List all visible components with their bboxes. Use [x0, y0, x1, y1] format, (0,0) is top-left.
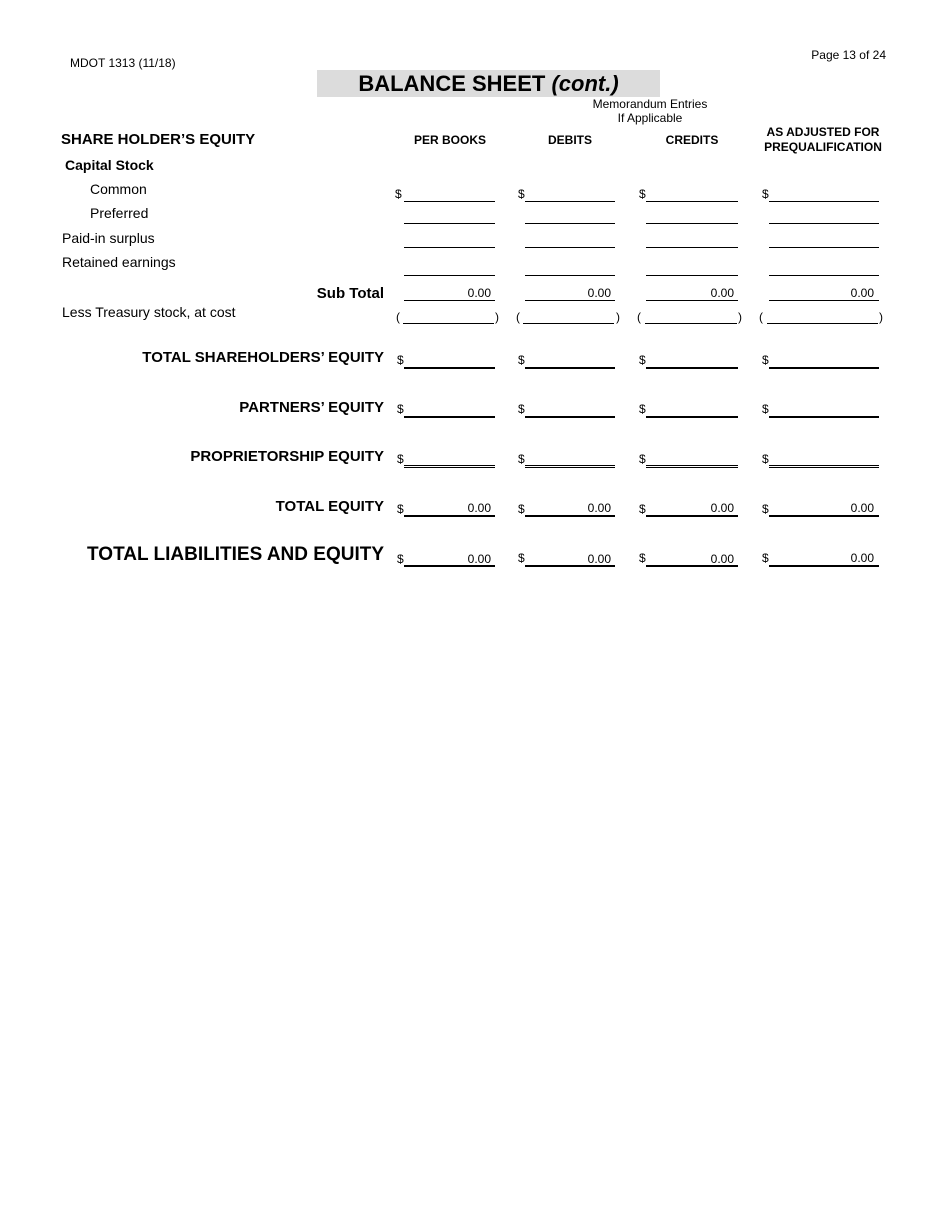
adjusted-line-2: PREQUALIFICATION: [764, 140, 882, 154]
open-paren: (: [637, 310, 641, 324]
retained-earnings-debits-field[interactable]: [525, 275, 615, 276]
partners-debits-field[interactable]: [525, 416, 615, 418]
dollar-sign: $: [518, 502, 525, 516]
total-equity-credits-value: 0.00: [710, 501, 734, 515]
total-equity-label: TOTAL EQUITY: [275, 498, 384, 515]
dollar-sign: $: [397, 552, 404, 566]
close-paren: ): [879, 310, 883, 324]
sub-total-adjusted-field[interactable]: [769, 300, 879, 301]
paid-in-surplus-label: Paid-in surplus: [62, 230, 155, 246]
paid-in-surplus-adjusted-field[interactable]: [769, 247, 879, 248]
common-debits-field[interactable]: [525, 201, 615, 202]
total-equity-per-books-value: 0.00: [467, 501, 491, 515]
open-paren: (: [759, 310, 763, 324]
adjusted-line-1: AS ADJUSTED FOR: [766, 125, 880, 139]
memo-note: [570, 97, 730, 125]
total-equity-per-books-field[interactable]: [404, 515, 495, 517]
open-paren: (: [396, 310, 400, 324]
total-equity-credits-field[interactable]: [646, 515, 738, 517]
dollar-sign: $: [639, 402, 646, 416]
dollar-sign: $: [518, 402, 525, 416]
dollar-sign: $: [397, 353, 404, 367]
dollar-sign: $: [518, 353, 525, 367]
total-liabilities-debits-value: 0.00: [587, 552, 611, 566]
total-liabilities-credits-field[interactable]: [646, 565, 738, 567]
common-credits-field[interactable]: [646, 201, 738, 202]
dollar-sign: $: [518, 551, 525, 565]
sub-total-per-books-field[interactable]: [404, 300, 495, 301]
treasury-stock-label: Less Treasury stock, at cost: [62, 304, 236, 320]
paid-in-surplus-debits-field[interactable]: [525, 247, 615, 248]
page-title: [317, 70, 660, 97]
open-paren: (: [516, 310, 520, 324]
page-number: Page 13 of 24: [811, 48, 886, 62]
proprietorship-adjusted-field[interactable]: [769, 465, 879, 468]
capital-stock-label: Capital Stock: [65, 157, 154, 173]
dollar-sign: $: [395, 187, 402, 201]
retained-earnings-credits-field[interactable]: [646, 275, 738, 276]
title-main: BALANCE SHEET: [358, 71, 546, 96]
form-id: MDOT 1313 (11/18): [70, 56, 176, 70]
total-liabilities-adjusted-field[interactable]: [769, 565, 879, 567]
dollar-sign: $: [639, 551, 646, 565]
dollar-sign: $: [397, 502, 404, 516]
total-shareholders-adjusted-field[interactable]: [769, 367, 879, 369]
dollar-sign: $: [397, 402, 404, 416]
close-paren: ): [495, 310, 499, 324]
sub-total-credits-value: 0.00: [710, 286, 734, 300]
dollar-sign: $: [397, 452, 404, 466]
dollar-sign: $: [639, 452, 646, 466]
common-per-books-field[interactable]: [404, 201, 495, 202]
total-liabilities-per-books-field[interactable]: [404, 565, 495, 567]
column-header-credits: CREDITS: [665, 133, 719, 147]
total-liabilities-adjusted-value: 0.00: [850, 551, 874, 565]
dollar-sign: $: [639, 353, 646, 367]
treasury-per-books-field[interactable]: [403, 323, 494, 324]
sub-total-adjusted-value: 0.00: [850, 286, 874, 300]
dollar-sign: $: [762, 502, 769, 516]
total-equity-debits-field[interactable]: [525, 515, 615, 517]
dollar-sign: $: [762, 452, 769, 466]
treasury-adjusted-field[interactable]: [767, 323, 878, 324]
retained-earnings-adjusted-field[interactable]: [769, 275, 879, 276]
dollar-sign: $: [639, 187, 646, 201]
section-title: SHARE HOLDER’S EQUITY: [61, 131, 256, 148]
dollar-sign: $: [518, 452, 525, 466]
preferred-per-books-field[interactable]: [404, 223, 495, 224]
preferred-label: Preferred: [90, 205, 149, 221]
dollar-sign: $: [762, 402, 769, 416]
sub-total-per-books-value: 0.00: [467, 286, 491, 300]
paid-in-surplus-credits-field[interactable]: [646, 247, 738, 248]
sub-total-label: Sub Total: [316, 285, 384, 302]
total-equity-adjusted-field[interactable]: [769, 515, 879, 517]
total-shareholders-credits-field[interactable]: [646, 367, 738, 369]
title-cont: (cont.): [551, 71, 619, 96]
column-header-debits: DEBITS: [547, 133, 592, 147]
total-liabilities-debits-field[interactable]: [525, 565, 615, 567]
memo-line-1: Memorandum Entries: [592, 97, 708, 111]
total-liabilities-credits-value: 0.00: [710, 552, 734, 566]
sub-total-credits-field[interactable]: [646, 300, 738, 301]
total-shareholders-equity-label: TOTAL SHAREHOLDERS’ EQUITY: [142, 349, 384, 366]
column-header-per-books: PER BOOKS: [413, 133, 486, 147]
total-shareholders-per-books-field[interactable]: [404, 367, 495, 369]
treasury-credits-field[interactable]: [645, 323, 737, 324]
common-label: Common: [90, 181, 147, 197]
close-paren: ): [738, 310, 742, 324]
memo-line-2: If Applicable: [617, 111, 683, 125]
common-adjusted-field[interactable]: [769, 201, 879, 202]
dollar-sign: $: [762, 551, 769, 565]
proprietorship-debits-field[interactable]: [525, 465, 615, 468]
paid-in-surplus-per-books-field[interactable]: [404, 247, 495, 248]
close-paren: ): [616, 310, 620, 324]
total-equity-debits-value: 0.00: [587, 501, 611, 515]
preferred-credits-field[interactable]: [646, 223, 738, 224]
partners-credits-field[interactable]: [646, 416, 738, 418]
partners-per-books-field[interactable]: [404, 416, 495, 418]
total-shareholders-debits-field[interactable]: [525, 367, 615, 369]
retained-earnings-label: Retained earnings: [62, 254, 176, 270]
dollar-sign: $: [518, 187, 525, 201]
total-liabilities-and-equity-label: TOTAL LIABILITIES AND EQUITY: [87, 544, 384, 565]
column-header-adjusted: [752, 125, 894, 155]
preferred-adjusted-field[interactable]: [769, 223, 879, 224]
proprietorship-per-books-field[interactable]: [404, 465, 495, 468]
partners-equity-label: PARTNERS’ EQUITY: [239, 399, 384, 416]
sub-total-debits-field[interactable]: [525, 300, 615, 301]
dollar-sign: $: [639, 502, 646, 516]
dollar-sign: $: [762, 187, 769, 201]
total-liabilities-per-books-value: 0.00: [467, 552, 491, 566]
dollar-sign: $: [762, 353, 769, 367]
treasury-debits-field[interactable]: [523, 323, 614, 324]
retained-earnings-per-books-field[interactable]: [404, 275, 495, 276]
total-equity-adjusted-value: 0.00: [850, 501, 874, 515]
partners-adjusted-field[interactable]: [769, 416, 879, 418]
sub-total-debits-value: 0.00: [587, 286, 611, 300]
preferred-debits-field[interactable]: [525, 223, 615, 224]
proprietorship-equity-label: PROPRIETORSHIP EQUITY: [190, 448, 384, 465]
proprietorship-credits-field[interactable]: [646, 465, 738, 468]
